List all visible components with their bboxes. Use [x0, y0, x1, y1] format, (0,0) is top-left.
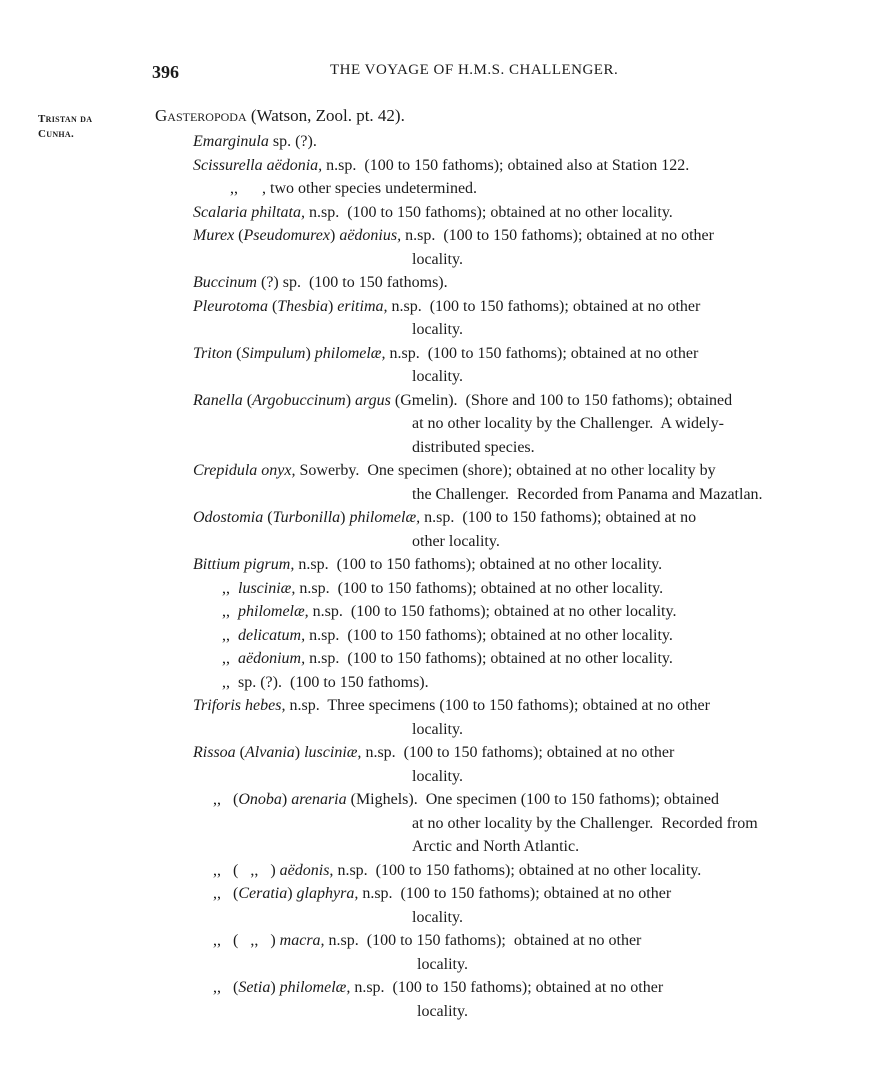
taxon-name: delicatum,: [238, 626, 306, 644]
taxon-name: philomelæ,: [349, 509, 421, 526]
entry-continuation-line: [0, 412, 880, 436]
entry-continuation-line: [0, 718, 880, 742]
species-entry: [0, 976, 880, 1023]
species-entry: [0, 201, 880, 225]
entry-text: n.sp. (100 to 150 fathoms); obtained at no other: [324, 932, 642, 949]
entry-text: ,,: [222, 579, 238, 597]
entry-text: ): [270, 979, 280, 996]
entry-text: locality.: [417, 1002, 468, 1020]
species-entry: [0, 624, 880, 648]
taxon-name: lusciniæ,: [304, 744, 362, 761]
entry-text: ): [294, 744, 305, 761]
entry-line: [0, 506, 880, 530]
entry-line: [0, 201, 880, 225]
entry-line: [0, 741, 880, 765]
taxon-name: Setia: [238, 979, 271, 996]
species-list: [0, 130, 880, 1023]
entry-text: ): [281, 791, 292, 808]
section-heading-class: Gasteropoda: [155, 106, 247, 125]
entry-continuation-line: [0, 953, 880, 977]
entry-text: ,,: [222, 626, 238, 644]
entry-line: [0, 859, 880, 883]
entry-line: [0, 624, 880, 648]
taxon-name: Alvania: [245, 744, 295, 761]
taxon-name: philomelæ,: [314, 344, 386, 362]
entry-text: (: [235, 744, 245, 761]
entry-continuation-line: [0, 483, 880, 507]
entry-text: (: [242, 391, 253, 409]
section-heading: [155, 106, 405, 126]
taxon-name: Argobuccinum: [252, 391, 346, 409]
entry-line: [0, 154, 880, 178]
taxon-name: Thesbia: [277, 297, 328, 315]
entry-line: [0, 671, 880, 695]
entry-text: n.sp. (100 to 150 fathoms); obtained at no other locality.: [305, 626, 673, 644]
species-entry: [0, 224, 880, 271]
entry-text: locality.: [412, 767, 463, 785]
species-entry: [0, 459, 880, 506]
entry-text: ,, , two other species undetermined.: [230, 180, 478, 197]
taxon-name: Triton: [193, 344, 233, 362]
species-entry: [0, 553, 880, 577]
taxon-name: Bittium pigrum,: [193, 556, 295, 573]
taxon-name: aëdonius,: [339, 227, 402, 244]
entry-text: (: [267, 297, 278, 315]
taxon-name: lusciniæ,: [238, 579, 296, 597]
entry-text: ,, ( ,, ): [213, 861, 280, 879]
taxon-name: Simpulum: [241, 344, 306, 362]
taxon-name: Pseudomurex: [243, 227, 330, 244]
entry-text: ,, ( ,, ): [213, 932, 280, 949]
taxon-name: argus: [355, 391, 391, 409]
entry-text: locality.: [412, 720, 463, 738]
species-entry: [0, 389, 880, 460]
entry-text: locality.: [412, 321, 463, 338]
taxon-name: philomelæ,: [279, 979, 351, 996]
taxon-name: philomelæ,: [238, 603, 309, 620]
species-entry: [0, 154, 880, 178]
entry-text: ): [305, 344, 315, 362]
entry-line: [0, 553, 880, 577]
taxon-name: Rissoa: [193, 744, 236, 761]
running-title: THE VOYAGE OF H.M.S. CHALLENGER.: [330, 62, 619, 78]
entry-text: ): [327, 297, 338, 315]
entry-text: ): [345, 391, 356, 409]
entry-text: n.sp. Three specimens (100 to 150 fathoms); obtained at no other: [285, 697, 710, 714]
taxon-name: Turbonilla: [272, 509, 341, 526]
entry-text: n.sp. (100 to 150 fathoms); obtained at no other: [361, 744, 675, 761]
entry-line: [0, 271, 880, 295]
taxon-name: aëdonis,: [279, 861, 334, 879]
entry-text: n.sp. (100 to 150 fathoms); obtained at no other locality.: [305, 203, 673, 221]
entry-text: at no other locality by the Challenger. A widely-: [412, 415, 724, 432]
taxon-name: Scalaria philtata,: [193, 203, 305, 221]
entry-continuation-line: [0, 812, 880, 836]
entry-continuation-line: [0, 318, 880, 342]
entry-text: n.sp. (100 to 150 fathoms); obtained at no other: [358, 885, 672, 902]
entry-text: n.sp. (100 to 150 fathoms); obtained at no other: [350, 979, 664, 996]
entry-line: [0, 788, 880, 812]
entry-text: ,, (: [213, 885, 239, 902]
entry-continuation-line: [0, 248, 880, 272]
entry-text: ): [340, 509, 350, 526]
entry-text: n.sp. (100 to 150 fathoms); obtained at no: [420, 509, 697, 526]
entry-continuation-line: [0, 906, 880, 930]
species-entry: [0, 694, 880, 741]
species-entry: [0, 788, 880, 859]
entry-text: (: [263, 509, 273, 526]
species-entry: [0, 882, 880, 929]
entry-text: (?) sp. (100 to 150 fathoms).: [256, 274, 448, 291]
species-entry: [0, 177, 880, 201]
entry-text: n.sp. (100 to 150 fathoms); obtained at no other locality.: [305, 650, 673, 667]
taxon-name: Murex: [193, 227, 235, 244]
taxon-name: macra,: [279, 932, 325, 949]
species-entry: [0, 600, 880, 624]
taxon-name: Scissurella aëdonia,: [193, 156, 323, 174]
entry-line: [0, 976, 880, 1000]
taxon-name: Triforis hebes,: [193, 697, 286, 714]
taxon-name: Buccinum: [193, 274, 257, 291]
margin-note-line: Cunha.: [38, 128, 75, 140]
taxon-name: arenaria: [291, 791, 347, 808]
species-entry: [0, 271, 880, 295]
entry-text: ): [287, 885, 297, 902]
entry-text: (Mighels). One specimen (100 to 150 fathoms); obtained: [346, 791, 719, 808]
entry-line: [0, 929, 880, 953]
taxon-name: Emarginula: [193, 133, 269, 150]
species-entry: [0, 859, 880, 883]
entry-text: n.sp. (100 to 150 fathoms); obtained at no other locality.: [295, 579, 664, 597]
entry-text: ): [330, 227, 340, 244]
species-entry: [0, 506, 880, 553]
taxon-name: Odostomia: [193, 509, 264, 526]
entry-text: locality.: [417, 955, 468, 973]
entry-continuation-line: [0, 765, 880, 789]
entry-continuation-line: [0, 365, 880, 389]
entry-continuation-line: [0, 835, 880, 859]
taxon-name: Ceratia: [238, 885, 288, 902]
taxon-name: Pleurotoma: [193, 297, 268, 315]
entry-text: other locality.: [412, 532, 500, 550]
entry-continuation-line: [0, 436, 880, 460]
species-entry: [0, 929, 880, 976]
section-heading-citation: (Watson, Zool. pt. 42).: [246, 106, 405, 125]
entry-line: [0, 177, 880, 201]
taxon-name: Ranella: [193, 391, 243, 409]
species-entry: [0, 577, 880, 601]
entry-line: [0, 647, 880, 671]
entry-line: [0, 295, 880, 319]
entry-text: n.sp. (100 to 150 fathoms); obtained at no other locality.: [333, 861, 702, 879]
entry-text: n.sp. (100 to 150 fathoms); obtained at no other: [401, 227, 714, 244]
entry-text: ,,: [222, 603, 238, 620]
entry-line: [0, 459, 880, 483]
species-entry: [0, 295, 880, 342]
species-entry: [0, 647, 880, 671]
species-entry: [0, 671, 880, 695]
taxon-name: Crepidula onyx,: [193, 462, 296, 479]
taxon-name: aëdonium,: [238, 650, 306, 667]
entry-line: [0, 224, 880, 248]
taxon-name: glaphyra,: [296, 885, 359, 902]
entry-text: locality.: [412, 250, 463, 268]
taxon-name: Onoba: [238, 791, 282, 808]
entry-text: n.sp. (100 to 150 fathoms); obtained at no other locality.: [294, 556, 663, 573]
entry-text: locality.: [412, 908, 463, 926]
margin-note-line: Tristan da: [38, 113, 93, 125]
entry-text: Sowerby. One specimen (shore); obtained at no other locality by: [295, 462, 716, 479]
species-entry: [0, 342, 880, 389]
entry-text: (: [234, 227, 244, 244]
entry-text: the Challenger. Recorded from Panama and Mazatlan.: [412, 485, 763, 503]
entry-line: [0, 600, 880, 624]
entry-text: at no other locality by the Challenger. Recorded from: [412, 814, 758, 832]
entry-text: Arctic and North Atlantic.: [412, 838, 580, 855]
entry-line: [0, 389, 880, 413]
entry-text: locality.: [412, 368, 463, 385]
entry-text: (Gmelin). (Shore and 100 to 150 fathoms); obtained: [390, 391, 733, 409]
entry-text: ,,: [222, 650, 238, 667]
entry-line: [0, 342, 880, 366]
entry-text: n.sp. (100 to 150 fathoms); obtained at no other: [385, 344, 699, 362]
entry-text: n.sp. (100 to 150 fathoms); obtained at no other: [387, 297, 701, 315]
entry-line: [0, 694, 880, 718]
entry-continuation-line: [0, 1000, 880, 1024]
page-number: 396: [152, 62, 179, 82]
entry-text: distributed species.: [412, 438, 535, 456]
taxon-name: eritima,: [337, 297, 388, 315]
entry-line: [0, 577, 880, 601]
entry-text: ,, (: [213, 979, 239, 996]
entry-text: ,, sp. (?). (100 to 150 fathoms).: [222, 673, 429, 691]
species-entry: [0, 741, 880, 788]
entry-text: sp. (?).: [268, 133, 317, 150]
entry-text: n.sp. (100 to 150 fathoms); obtained at no other locality.: [308, 603, 677, 620]
species-entry: [0, 130, 880, 154]
entry-continuation-line: [0, 530, 880, 554]
entry-line: [0, 130, 880, 154]
entry-text: n.sp. (100 to 150 fathoms); obtained also at Station 122.: [322, 156, 690, 174]
entry-text: (: [232, 344, 242, 362]
entry-line: [0, 882, 880, 906]
entry-text: ,, (: [213, 791, 239, 808]
